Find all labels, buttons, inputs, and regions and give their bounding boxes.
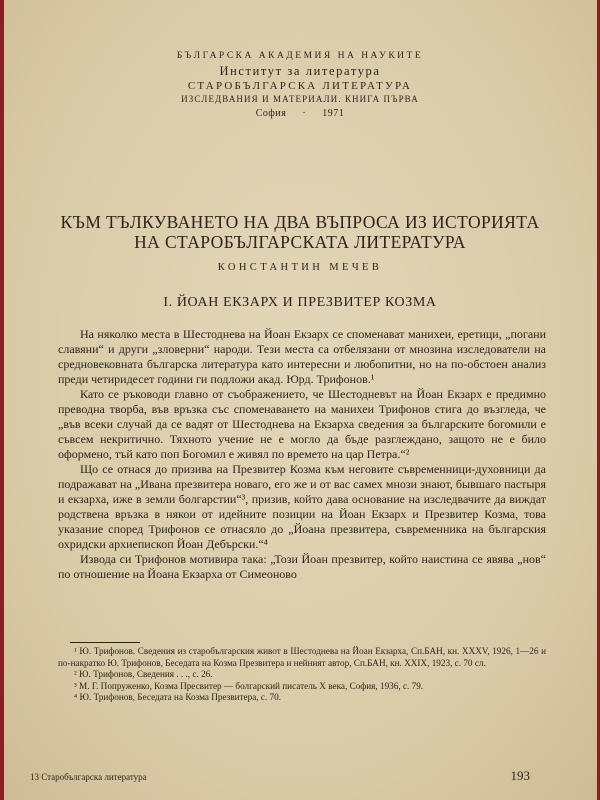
institute-name: Институт за литература	[219, 64, 381, 78]
article-title-line-2: НА СТАРОБЪЛГАРСКАТА ЛИТЕРАТУРА	[134, 232, 466, 252]
paragraph: На няколко места в Шестоднева на Йоан Екзарх се споменават манихеи, еретици, „погани славяни“ и други „зловерни“ народи. Тези места са отбелязани от мнозина изследователи на средновековната българска литература като интересни и любопитни, но на по-обстоен анализ преди четиридесет години ги подложи акад. Юрд. Трифонов.¹	[58, 327, 546, 386]
academy-name: БЪЛГАРСКА АКАДЕМИЯ НА НАУКИТЕ	[176, 51, 424, 61]
paragraph: Изводa си Трифонов мотивира така: „Този Йоан презвитер, който наистина се явява „нов“ по отношение на Йоана Екзарха от Симеоново	[58, 552, 546, 581]
footnote: ⁴ Ю. Трифонов, Беседата на Козма Презвитера, с. 70.	[74, 692, 282, 702]
article-title	[40, 212, 560, 252]
footnote: ³ М. Г. Попруженко, Козма Пресвитер — болгарский писатель X века, София, 1936, с. 79.	[74, 680, 424, 691]
paragraph: Що се отнася до призива на Презвитер Козма към неговите съвременници-духовници да подражават на „Ивана презвитера новаго, его же и от вас самех мнози знают, бывшаго пастыря и екзарха, иже в земли болгарстии“³, призив, който дава основание на изследвачите да виждат родствена връзка в някои от идейните позиции на Йоан Екзарх и Презвитер Козма, това указание според Трифонов се отнасяло до „Йоана презвитера, съвременника на българския охридски архиепископ Йоан Дебърски.“⁴	[58, 462, 546, 551]
article-body	[58, 327, 546, 582]
series-title: СТАРОБЪЛГАРСКА ЛИТЕРАТУРА	[187, 80, 413, 92]
imprint-year: 1971	[322, 108, 345, 119]
imprint-separator: ·	[302, 108, 307, 119]
imprint	[0, 106, 600, 122]
imprint-city: София	[255, 108, 287, 119]
series-subtitle: ИЗСЛЕДВАНИЯ И МАТЕРИАЛИ. КНИГА ПЪРВА	[181, 94, 419, 104]
page-number: 193	[510, 768, 530, 783]
footnote: ² Ю. Трифонов, Сведения . . ., с. 26.	[74, 669, 213, 679]
article-title-line-1: КЪМ ТЪЛКУВАНЕТО НА ДВА ВЪПРОСА ИЗ ИСТОРИЯТА	[60, 212, 540, 232]
footnote-divider	[70, 642, 140, 643]
publication-header	[0, 50, 600, 122]
section-heading: I. ЙОАН ЕКЗАРХ И ПРЕЗВИТЕР КОЗМА	[163, 295, 437, 310]
signature-mark: 13 Старобългарска литература	[30, 772, 147, 782]
article-author: КОНСТАНТИН МЕЧЕВ	[217, 262, 383, 273]
paragraph: Като се ръководи главно от съображението, че Шестодневът на Йоан Екзарх е предимно преводна творба, във връзка със споменаването на манихеи Трифонов стига до възгледа, че „във всеки случай да се вадят от Шестоднева на Екзарха сведения за българските богомили е съвсем некритично. Тяхното учение не е могло да бъде разглеждано, защото не е било оформено, тъй като поп Богомил е живял по времето на цар Петра.“²	[58, 387, 546, 461]
footnote: ¹ Ю. Трифонов. Сведения из старобългарския живот в Шестоднева на Йоан Екзарха, Сп.БАН, кн. XXXV, 1926, 1—26 и по-накратко Ю. Трифонов, Беседата на Козма Презвитера и нейният автор, Сп.БАН, кн. XXIX, 1923, с. 70 сл.	[58, 646, 546, 668]
footnotes	[58, 646, 546, 704]
